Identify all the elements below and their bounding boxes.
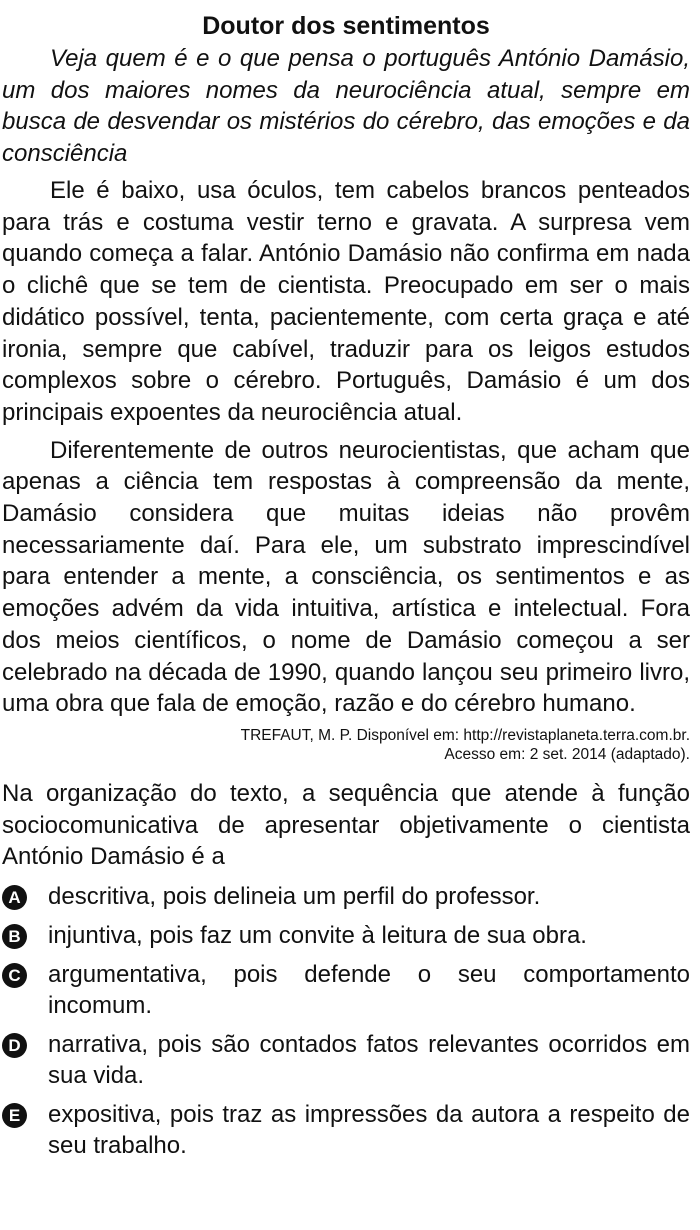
option-letter-badge: A (2, 885, 27, 910)
article-paragraph-1: Ele é baixo, usa óculos, tem cabelos brancos penteados para trás e costuma vestir terno e gravata. A surpresa vem quando começa a falar. António Damásio não confirma em nada o clichê que se tem de cientista. Preocupado em ser o mais didático possível, tenta, pacientemente, com certa graça e até ironia, sempre que cabível, traduzir para os leigos estudos complexos sobre o cérebro. Português, Damásio é um dos principais expoentes da neurociência atual. (2, 177, 690, 426)
option-letter-badge: C (2, 963, 27, 988)
option-text: argumentativa, pois defende o seu comportamento incomum. (48, 961, 690, 1020)
option-c[interactable] (2, 959, 690, 1021)
answer-options (2, 881, 690, 1161)
source-line-1: TREFAUT, M. P. Disponível em: http://revistaplaneta.terra.com.br. (240, 726, 690, 744)
article-paragraph-2: Diferentemente de outros neurocientistas, que acham que apenas a ciência tem respostas à compreensão da mente, Damásio considera que muitas ideias não provêm necessariamente daí. Para ele, um substrato imprescindível para entender a mente, a consciência, os sentimentos e as emoções advém da vida intuitiva, artística e intelectual. Fora dos meios científicos, o nome de Damásio começou a ser celebrado na década de 1990, quando lançou seu primeiro livro, uma obra que fala de emoção, razão e do cérebro humano. (2, 436, 690, 718)
option-text: narrativa, pois são contados fatos relevantes ocorridos em sua vida. (48, 1031, 690, 1090)
option-letter-badge: B (2, 924, 27, 949)
source-citation (2, 726, 690, 764)
article-lead: Veja quem é e o que pensa o português António Damásio, um dos maiores nomes da neurociência atual, sempre em busca de desvendar os mistérios do cérebro, das emoções e da consciência (2, 45, 690, 167)
option-d[interactable] (2, 1029, 690, 1091)
option-text: expositiva, pois traz as impressões da autora a respeito de seu trabalho. (48, 1101, 690, 1160)
question-prompt: Na organização do texto, a sequência que atende à função sociocomunicativa de apresentar objetivamente o cientista António Damásio é a (2, 779, 690, 871)
option-text: descritiva, pois delineia um perfil do professor. (48, 883, 541, 911)
source-line-2: Acesso em: 2 set. 2014 (adaptado). (444, 745, 690, 763)
document-page (2, 0, 690, 1161)
article-title: Doutor dos sentimentos (202, 12, 490, 40)
option-text: injuntiva, pois faz um convite à leitura de sua obra. (48, 922, 587, 950)
option-a[interactable] (2, 881, 690, 912)
option-letter-badge: D (2, 1033, 27, 1058)
option-letter-badge: E (2, 1103, 27, 1128)
option-b[interactable] (2, 920, 690, 951)
option-e[interactable] (2, 1099, 690, 1161)
